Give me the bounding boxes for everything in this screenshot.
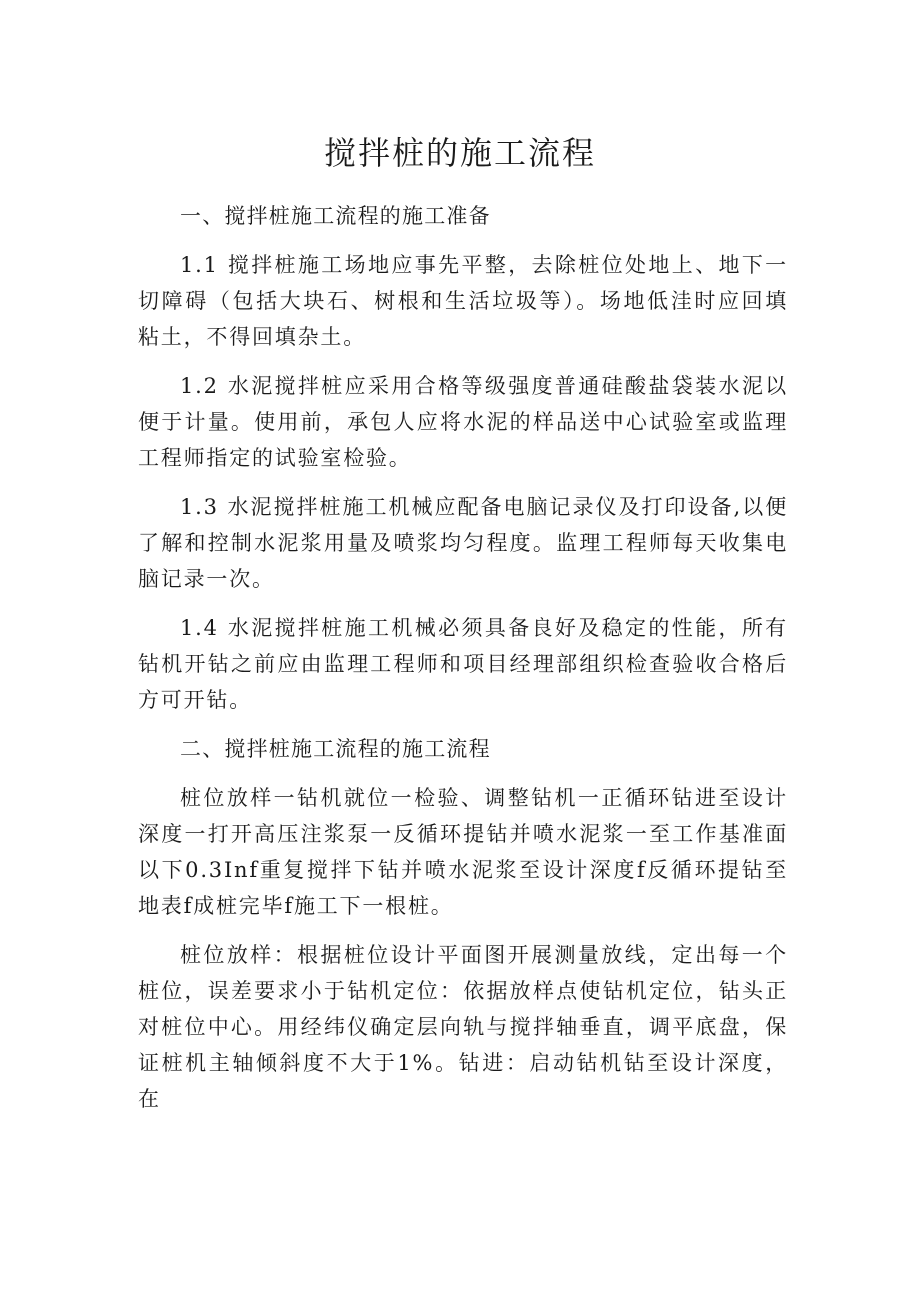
paragraph-pile-layout: 桩位放样：根据桩位设计平面图开展测量放线，定出每一个桩位，误差要求小于钻机定位：依据放样点使钻机定位，钻头正对桩位中心。用经纬仪确定层向轨与搅拌轴垂直，调平底盘，保证桩机主轴倾斜度不大于1%。钻进：启动钻机钻至设计深度，在: [138, 943, 788, 1111]
paragraph-1-3: 1.3 水泥搅拌桩施工机械应配备电脑记录仪及打印设备,以便了解和控制水泥浆用量及喷浆均匀程度。监理工程师每天收集电脑记录一次。: [138, 495, 788, 591]
section-heading-preparation: 一、搅拌桩施工流程的施工准备: [180, 204, 491, 228]
paragraph-1-2: 1.2 水泥搅拌桩应采用合格等级强度普通硅酸盐袋装水泥以便于计量。使用前，承包人应将水泥的样品送中心试验室或监理工程师指定的试验室检验。: [138, 374, 788, 470]
paragraph-process-flow: 桩位放样一钻机就位一检验、调整钻机一正循环钻进至设计深度一打开高压注浆泵一反循环提钻并喷水泥浆一至工作基准面以下0.3Inf重复搅拌下钻并喷水泥浆至设计深度f反循环提钻至地表f成桩完毕f施工下一根桩。: [138, 786, 788, 918]
document-body: [138, 198, 788, 1130]
paragraph-1-4: 1.4 水泥搅拌桩施工机械必须具备良好及稳定的性能，所有钻机开钻之前应由监理工程师和项目经理部组织检查验收合格后方可开钻。: [138, 616, 788, 712]
section-heading-process: 二、搅拌桩施工流程的施工流程: [180, 737, 491, 761]
paragraph-1-1: 1.1 搅拌桩施工场地应事先平整，去除桩位处地上、地下一切障碍（包括大块石、树根和生活垃圾等）。场地低洼时应回填粘土，不得回填杂土。: [138, 253, 788, 349]
document-title: 搅拌桩的施工流程: [323, 134, 596, 172]
